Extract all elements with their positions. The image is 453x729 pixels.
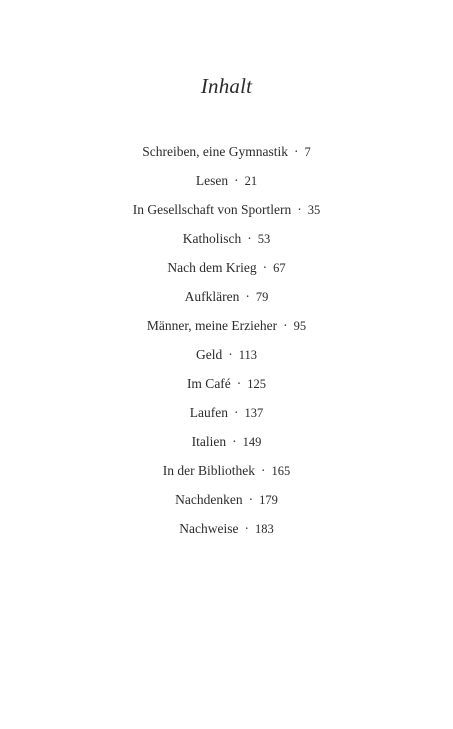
- toc-entry-title: Lesen: [195, 173, 229, 188]
- toc-entry-title: Italien: [191, 434, 227, 449]
- toc-entry: [0, 461, 453, 490]
- toc-page-number: 95: [293, 319, 307, 333]
- toc-entry-title: In Gesellschaft von Sportlern: [132, 202, 292, 217]
- toc-entry: [0, 345, 453, 374]
- toc-entry-title: Nach dem Krieg: [167, 260, 257, 275]
- toc-page-number: 183: [254, 522, 274, 536]
- toc-entry: [0, 490, 453, 519]
- toc-page-number: 53: [257, 232, 271, 246]
- toc-page-number: 113: [238, 348, 258, 362]
- toc-entry: [0, 432, 453, 461]
- toc-separator: ·: [244, 521, 249, 536]
- toc-entry: [0, 171, 453, 200]
- toc-entry-title: Schreiben, eine Gymnastik: [142, 144, 289, 159]
- toc-entry: [0, 229, 453, 258]
- toc-entry: [0, 374, 453, 403]
- toc-entry-title: In der Bibliothek: [162, 463, 255, 478]
- toc-entry: [0, 200, 453, 229]
- table-of-contents: [0, 142, 453, 548]
- toc-entry-title: Nachweise: [179, 521, 239, 536]
- toc-page-number: 179: [259, 493, 278, 507]
- toc-page-number: 149: [242, 435, 262, 449]
- toc-entry: [0, 519, 453, 548]
- toc-separator: ·: [297, 202, 302, 217]
- toc-page-number: 79: [255, 290, 269, 304]
- toc-separator: ·: [245, 289, 250, 304]
- toc-entry-title: Aufklären: [184, 289, 240, 304]
- toc-separator: ·: [247, 231, 252, 246]
- toc-entry: [0, 142, 453, 171]
- toc-separator: ·: [248, 492, 254, 507]
- toc-separator: ·: [228, 347, 233, 362]
- toc-separator: ·: [236, 376, 242, 391]
- toc-separator: ·: [234, 173, 239, 188]
- toc-page-number: 7: [304, 145, 311, 159]
- toc-page-number: 137: [244, 406, 264, 420]
- toc-entry: [0, 287, 453, 316]
- toc-separator: ·: [232, 434, 237, 449]
- toc-entry: [0, 316, 453, 345]
- toc-entry-title: Im Café: [186, 376, 231, 391]
- toc-entry: [0, 403, 453, 432]
- toc-separator: ·: [283, 318, 288, 333]
- toc-page-number: 165: [271, 464, 291, 478]
- toc-entry: [0, 258, 453, 287]
- toc-page-number: 67: [273, 261, 286, 275]
- toc-separator: ·: [260, 463, 266, 478]
- toc-entry-title: Geld: [195, 347, 223, 362]
- toc-separator: ·: [233, 405, 239, 420]
- toc-entry-title: Männer, meine Erzieher: [146, 318, 278, 333]
- toc-heading: Inhalt: [200, 74, 253, 98]
- toc-entry-title: Laufen: [189, 405, 228, 420]
- toc-page-number: 21: [244, 174, 258, 188]
- toc-entry-title: Nachdenken: [175, 492, 243, 507]
- toc-separator: ·: [294, 144, 299, 159]
- toc-page-number: 125: [247, 377, 267, 391]
- toc-separator: ·: [262, 260, 268, 275]
- toc-entry-title: Katholisch: [182, 231, 242, 246]
- toc-page-number: 35: [307, 203, 321, 217]
